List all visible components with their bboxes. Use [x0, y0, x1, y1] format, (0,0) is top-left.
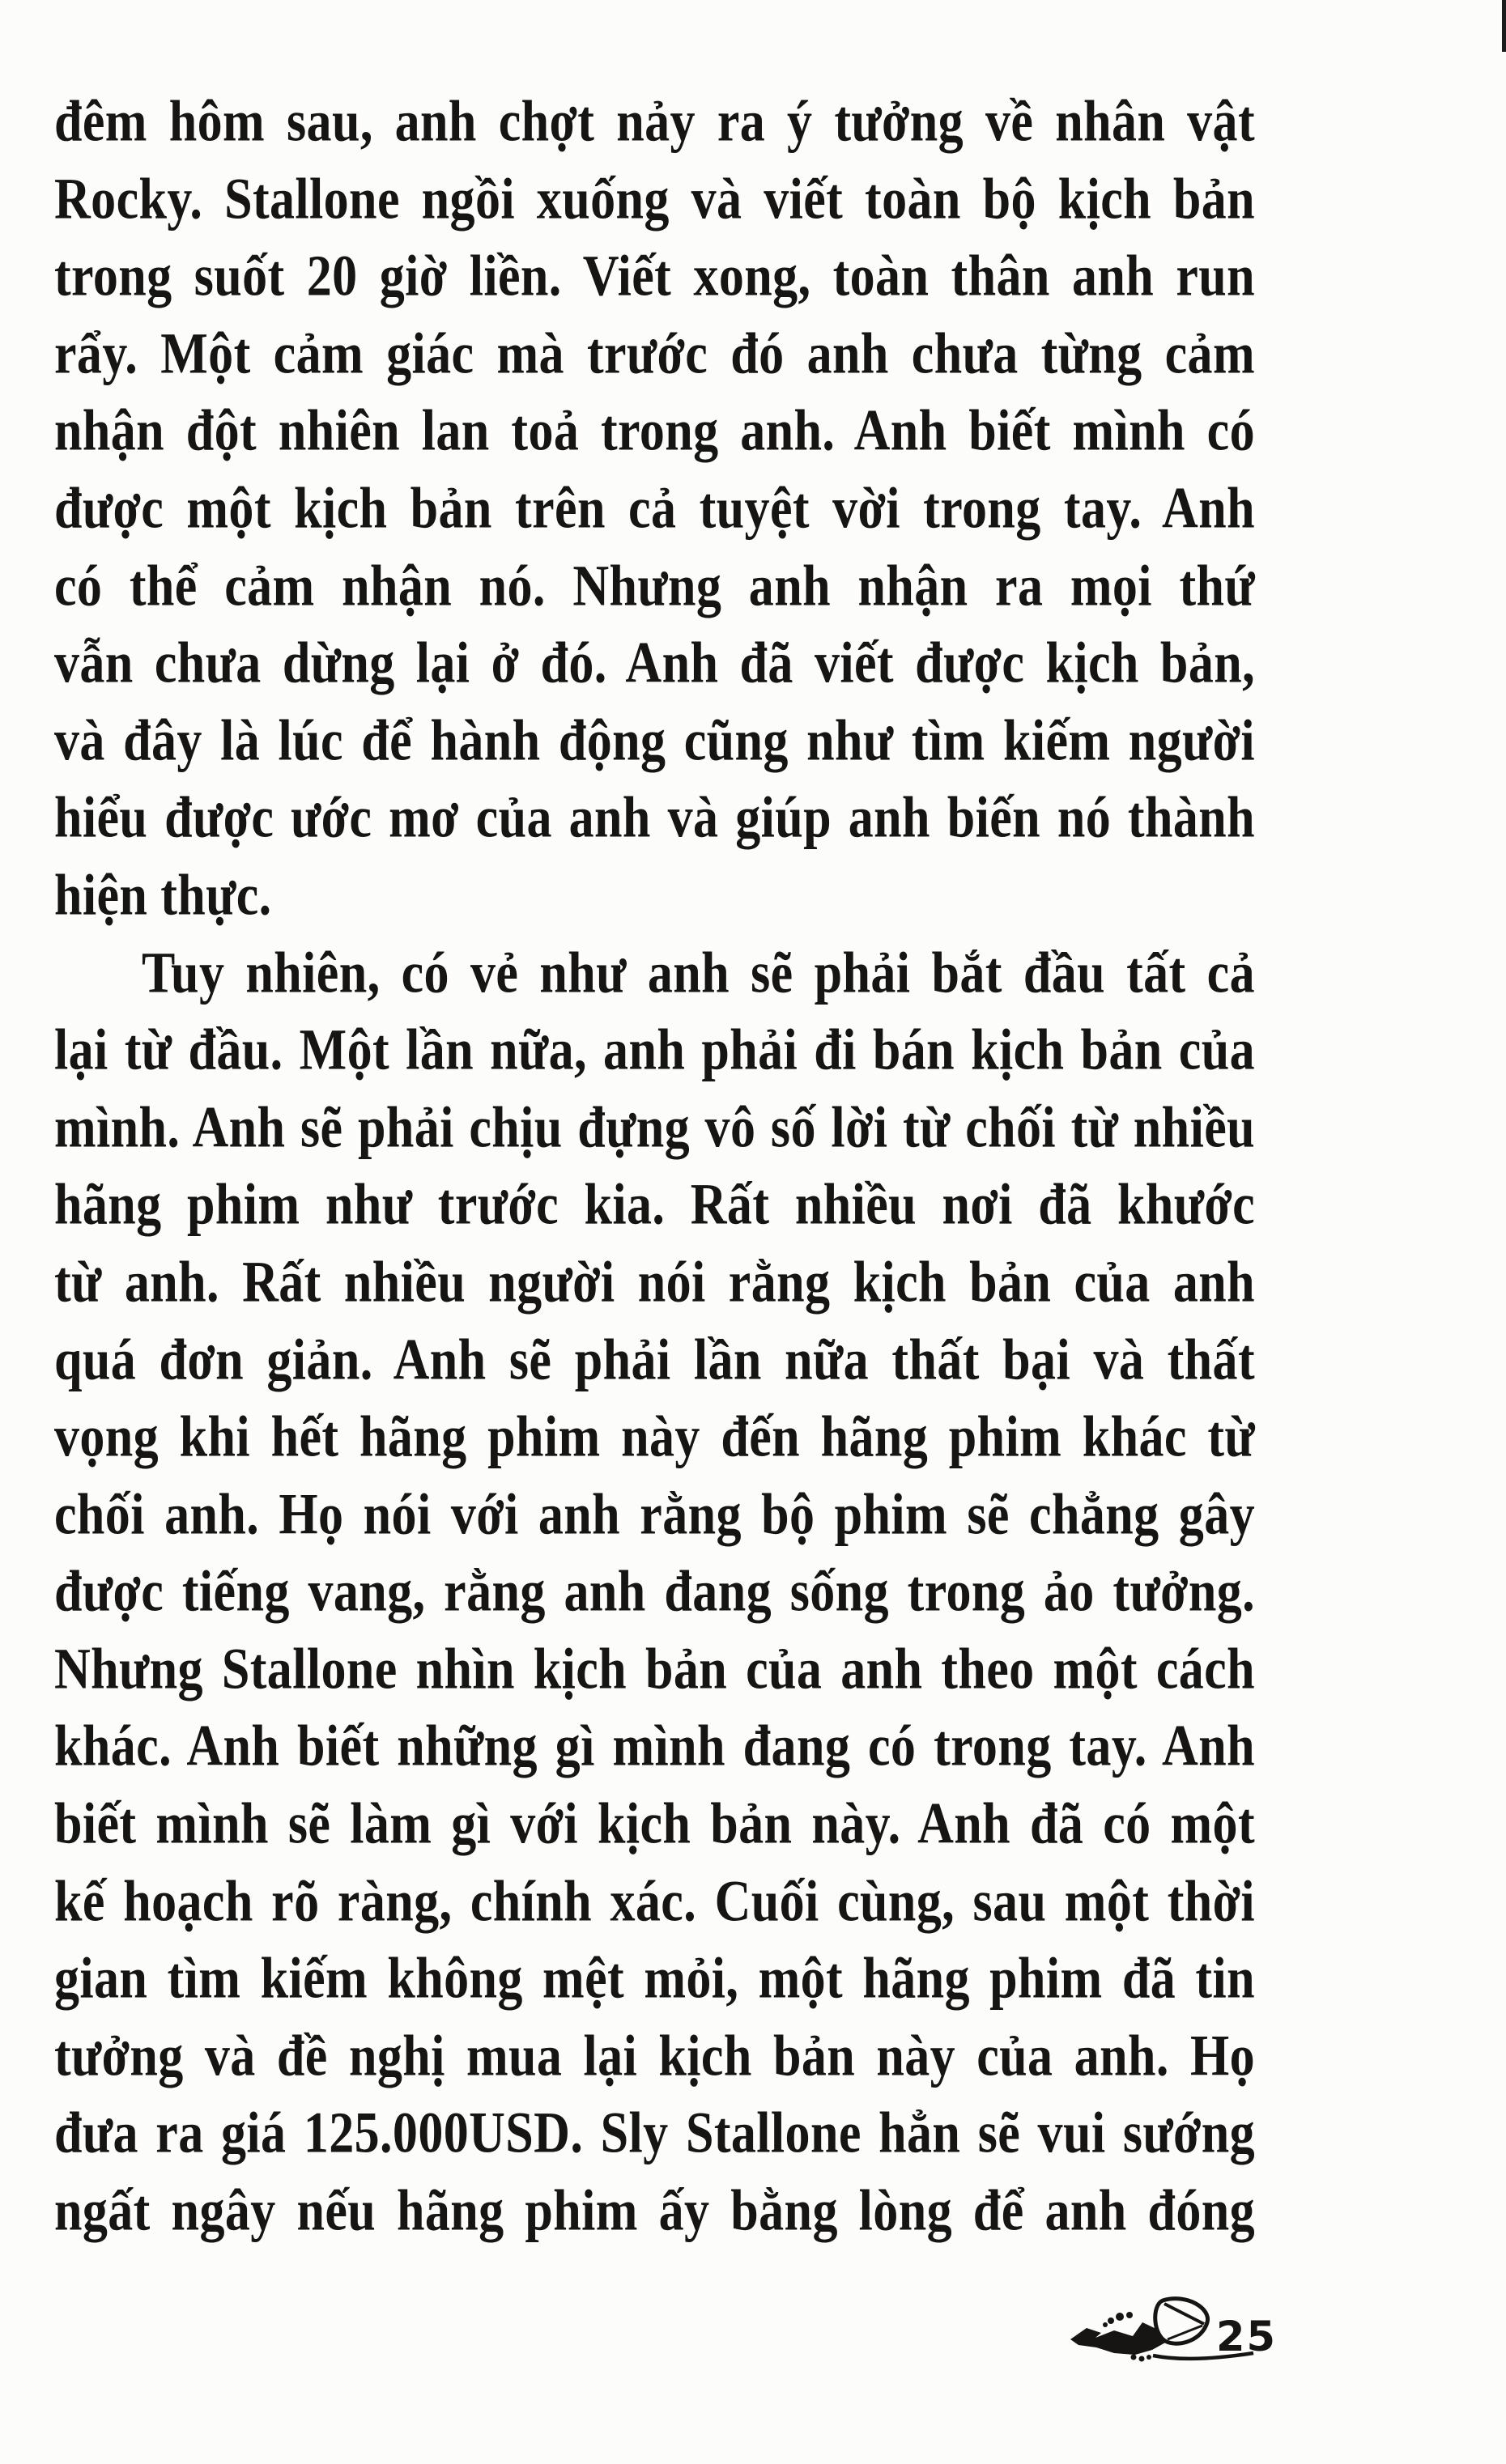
text-line: quá đơn giản. Anh sẽ phải lần nữa thất bại và thất: [54, 1328, 1255, 1392]
text-line: Nhưng Stallone nhìn kịch bản của anh theo một cách: [54, 1637, 1255, 1701]
text-line: tưởng và đề nghị mua lại kịch bản này của anh. Họ: [54, 2024, 1255, 2088]
text-line: hãng phim như trước kia. Rất nhiều nơi đã khước: [54, 1172, 1255, 1237]
text-line: lại từ đầu. Một lần nữa, anh phải đi bán kịch bản của: [54, 1017, 1255, 1082]
text-line: Rocky. Stallone ngồi xuống và viết toàn bộ kịch bản: [54, 167, 1255, 232]
text-line: Tuy nhiên, có vẻ như anh sẽ phải bắt đầu tất cả: [142, 941, 1255, 1005]
text-line: hiện thực.: [54, 863, 272, 928]
text-line: khác. Anh biết những gì mình đang có trong tay. Anh: [54, 1714, 1255, 1779]
text-line: gian tìm kiếm không mệt mỏi, một hãng phim đã tin: [54, 1946, 1255, 2011]
text-line: nhận đột nhiên lan toả trong anh. Anh biết mình có: [54, 399, 1255, 463]
body-text: [54, 84, 1255, 2251]
text-line: trong suốt 20 giờ liền. Viết xong, toàn thân anh run: [54, 244, 1255, 308]
text-line: từ anh. Rất nhiều người nói rằng kịch bản của anh: [54, 1250, 1255, 1315]
text-line: mình. Anh sẽ phải chịu đựng vô số lời từ chối từ nhiều: [54, 1095, 1255, 1160]
text-line: đưa ra giá 125.000USD. Sly Stallone hẳn sẽ vui sướng: [54, 2101, 1255, 2165]
page-footer: [1069, 2296, 1277, 2370]
text-line: ngất ngây nếu hãng phim ấy bằng lòng để anh đóng: [54, 2178, 1255, 2243]
text-line: biết mình sẽ làm gì với kịch bản này. Anh đã có một: [54, 1791, 1255, 1856]
text-line: chối anh. Họ nói với anh rằng bộ phim sẽ chẳng gây: [54, 1482, 1255, 1547]
page-number: 25: [1216, 2313, 1277, 2361]
text-line: được tiếng vang, rằng anh đang sống trong ảo tưởng.: [54, 1559, 1255, 1624]
text-line: hiểu được ước mơ của anh và giúp anh biến nó thành: [54, 786, 1255, 850]
text-line: vọng khi hết hãng phim này đến hãng phim khác từ: [54, 1404, 1255, 1469]
text-line: kế hoạch rõ ràng, chính xác. Cuối cùng, sau một thời: [54, 1869, 1255, 1934]
scan-artifact-line: [1502, 0, 1506, 52]
text-line: có thể cảm nhận nó. Nhưng anh nhận ra mọi thứ: [54, 554, 1255, 618]
text-line: vẫn chưa dừng lại ở đó. Anh đã viết được kịch bản,: [54, 631, 1255, 695]
text-line: rẩy. Một cảm giác mà trước đó anh chưa từng cảm: [54, 321, 1255, 386]
text-line: đêm hôm sau, anh chợt nảy ra ý tưởng về nhân vật: [54, 89, 1255, 154]
text-line: được một kịch bản trên cả tuyệt vời trong tay. Anh: [54, 476, 1255, 541]
text-line: và đây là lúc để hành động cũng như tìm kiếm người: [54, 708, 1255, 773]
